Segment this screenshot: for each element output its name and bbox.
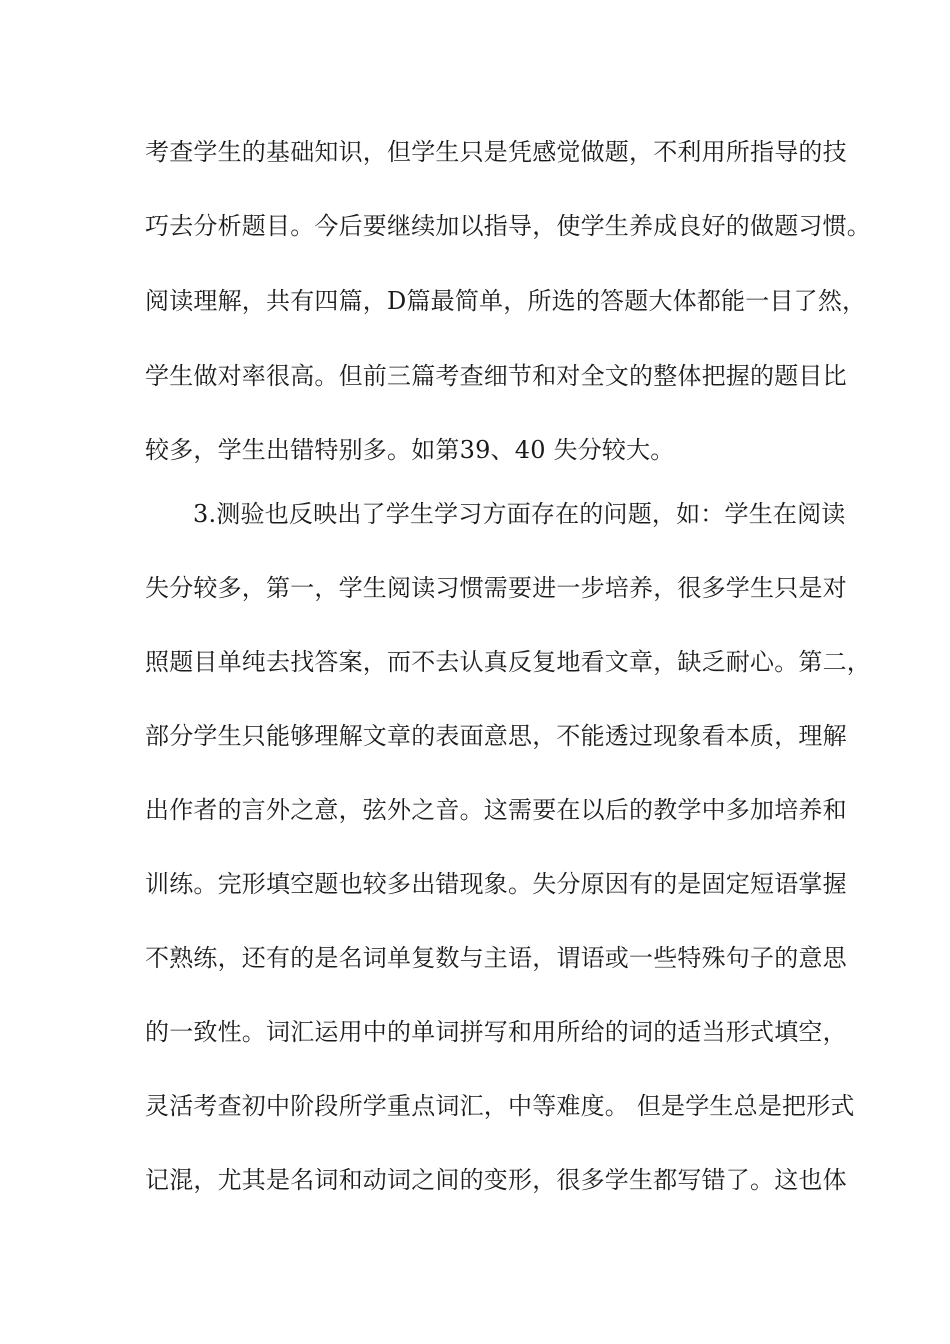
text-line: 记混，尤其是名词和动词之间的变形，很多学生都写错了。这也体 (145, 1166, 847, 1194)
text-line: 照题目单纯去找答案，而不去认真反复地看文章，缺乏耐心。第二， (145, 648, 871, 676)
text-line-paragraph-start: 3.测验也反映出了学生学习方面存在的问题，如：学生在阅读 (193, 500, 846, 528)
text-line: 出作者的言外之意，弦外之音。这需要在以后的教学中多加培养和 (145, 796, 847, 824)
text-line: 考查学生的基础知识，但学生只是凭感觉做题，不利用所指导的技 (145, 138, 847, 166)
text-line: 不熟练，还有的是名词单复数与主语，谓语或一些特殊句子的意思 (145, 944, 847, 972)
text-line: 的一致性。词汇运用中的单词拼写和用所给的词的适当形式填空， (145, 1018, 847, 1046)
text-line: 阅读理解，共有四篇，D篇最简单，所选的答题大体都能一目了然， (145, 287, 867, 315)
text-line: 训练。完形填空题也较多出错现象。失分原因有的是固定短语掌握 (145, 870, 847, 898)
text-line: 巧去分析题目。今后要继续加以指导，使学生养成良好的做题习惯。 (145, 212, 871, 240)
text-line: 失分较多，第一，学生阅读习惯需要进一步培养，很多学生只是对 (145, 574, 847, 602)
text-line: 部分学生只能够理解文章的表面意思，不能透过现象看本质，理解 (145, 722, 847, 750)
text-line: 灵活考查初中阶段所学重点词汇，中等难度。 但是学生总是把形式 (145, 1092, 855, 1120)
text-line: 较多，学生出错特别多。如第39、40 失分较大。 (145, 436, 675, 464)
text-line: 学生做对率很高。但前三篇考查细节和对全文的整体把握的题目比 (145, 362, 847, 390)
